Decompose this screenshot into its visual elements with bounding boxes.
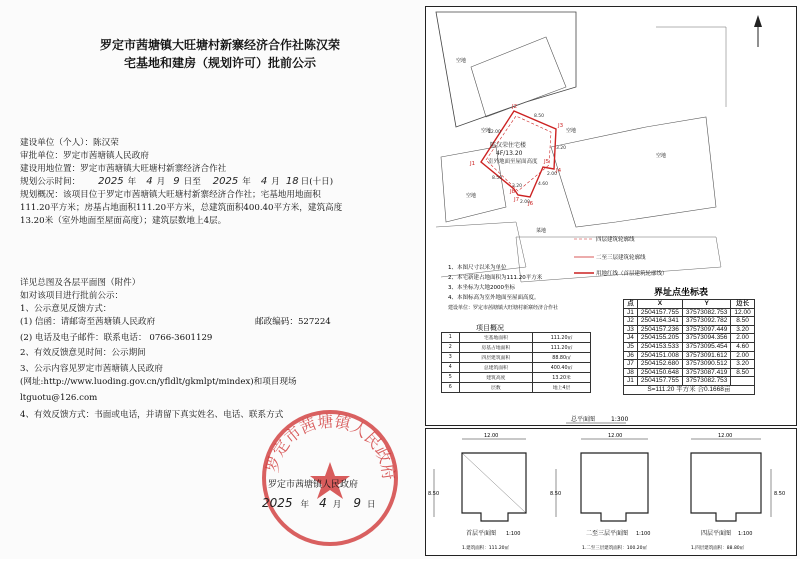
summary-cell: 1: [442, 333, 460, 343]
letter-method: (1) 信函：请邮寄至茜塘镇人民政府: [20, 317, 156, 327]
dimension-label: 4.60: [538, 182, 549, 187]
coord-header: Y: [682, 300, 731, 309]
overview-line3: 13.20米（室外地面至屋面高度）；建筑层数地上4层。: [20, 216, 227, 226]
coord-table-title: 界址点坐标表: [654, 288, 709, 298]
coord-cell: 2.00: [731, 351, 754, 360]
summary-cell: 层数: [459, 383, 533, 393]
feedback-intro: 如对该项目进行批前公示：: [20, 291, 124, 301]
coord-cell: 2504164.341: [637, 317, 682, 326]
coord-cell: 37573082.753: [682, 308, 731, 317]
coord-header: 点: [624, 300, 638, 309]
floor-plan-2: [550, 433, 650, 551]
start-year: 2025: [98, 176, 124, 187]
point-label: J7: [514, 197, 520, 203]
period-label: 规划公示时间：: [20, 177, 81, 187]
start-year-text: 年: [127, 177, 137, 187]
legend-item: 四层建筑轮廓线: [596, 237, 635, 243]
coord-cell: 37573090.512: [682, 360, 731, 369]
coord-cell: 2504153.533: [637, 342, 682, 351]
coord-cell: 37573091.612: [682, 351, 731, 360]
coord-cell: 37573095.454: [682, 342, 731, 351]
coord-cell: J6: [624, 351, 638, 360]
dimension-label: 2.00: [520, 200, 531, 205]
point-label: J1: [470, 161, 476, 167]
point-label: J3: [558, 123, 564, 129]
legend-item: 用地红线（首层建筑轮廓线）: [596, 271, 668, 277]
postcode: 邮政编码：527224: [255, 317, 331, 327]
floor-plan-3: [691, 433, 785, 551]
feedback-time: 2、有效反馈意见时间：公示期间: [20, 348, 146, 358]
road-label: 空地: [466, 193, 477, 199]
summary-title: 项目概况: [476, 324, 504, 332]
coord-cell: 8.50: [731, 317, 754, 326]
plan-area: 1.建筑面积：111.20㎡: [462, 546, 510, 551]
plan-name: 首层平面图: [466, 530, 497, 537]
note: 1、本图尺寸以米为单位: [448, 265, 507, 271]
start-day: 9: [173, 176, 180, 187]
summary-cell: 3: [442, 353, 460, 363]
coord-row: [624, 308, 755, 317]
coord-cell: 8.50: [731, 368, 754, 377]
summary-cell: 400.40㎡: [533, 363, 591, 373]
floors-label: 4F/13.20: [496, 150, 523, 157]
notice-title-line2: 宅基地和建房（规划许可）批前公示: [123, 56, 316, 70]
coord-cell: [731, 377, 754, 386]
summary-cell: 111.20㎡: [533, 343, 591, 353]
sign-day: 9: [353, 496, 362, 510]
floor-plan-1: [428, 433, 526, 551]
feedback-way: 4、有效反馈方式：书面或电话，并请留下真实姓名、电话、联系方式: [20, 410, 284, 420]
coord-row: [624, 377, 755, 386]
house-label: 陈汉荣住宅楼: [490, 142, 527, 149]
plan-depth: 8.50: [774, 491, 786, 497]
attachment-note: 详见总图及各层平面图（附件）: [20, 278, 141, 288]
coord-row: [624, 360, 755, 369]
coord-row: [624, 325, 755, 334]
coord-cell: 2.00: [731, 334, 754, 343]
plan-scale: 1:100: [636, 531, 651, 537]
floor-plans-drawing: [426, 429, 798, 557]
coord-cell: 37573082.753: [682, 377, 731, 386]
coord-row: [624, 351, 755, 360]
point-label: J8: [510, 189, 516, 195]
end-month: 4: [260, 176, 268, 187]
coord-cell: 2504157.236: [637, 325, 682, 334]
summary-cell: 房基占地面积: [459, 343, 533, 353]
summary-table: [441, 332, 591, 393]
plan-scale: 1:300: [611, 416, 629, 423]
site-plan: [425, 6, 797, 426]
end-year: 2025: [212, 176, 239, 187]
seal-text: 罗定市茜塘镇人民政府: [262, 411, 399, 482]
coord-cell: J2: [624, 317, 638, 326]
area-summary: S=111.20 平方米 合0.1668亩: [624, 385, 755, 394]
summary-cell: 宅基地面积: [459, 333, 533, 343]
email-address[interactable]: ltguotu@126.com: [20, 393, 98, 403]
plan-name: 二至三层平面图: [586, 530, 629, 537]
coord-cell: 37573097.449: [682, 325, 731, 334]
point-label: J4: [556, 168, 562, 174]
end-month-text: 月: [271, 177, 280, 187]
coord-cell: J8: [624, 368, 638, 377]
location: 建设用地位置：罗定市茜塘镇大旺塘村新寨经济合作社: [20, 164, 227, 174]
summary-cell: 4: [442, 363, 460, 373]
coord-cell: 2504157.755: [637, 377, 682, 386]
coord-cell: 37573094.356: [682, 334, 731, 343]
sign-month-text: 月: [332, 500, 342, 510]
start-month-text: 月: [156, 177, 166, 187]
publicity-period: [20, 176, 333, 188]
coord-header: X: [637, 300, 682, 309]
summary-row: [442, 333, 591, 343]
end-year-text: 年: [242, 177, 251, 187]
website-link[interactable]: (网址:http://www.luoding.gov.cn/yfldlt/gkmlpt/mindex)和项目现场: [20, 377, 297, 387]
summary-row: [442, 353, 591, 363]
dimension-label: 12.00: [488, 130, 501, 135]
official-seal: [255, 400, 405, 550]
point-label: J2: [512, 104, 518, 110]
coord-row: [624, 368, 755, 377]
plan-depth: 8.50: [550, 491, 562, 497]
north-arrow-head-icon: [754, 15, 762, 27]
phone-contact: (2) 电话及电子邮件：联系电话： 0766-3601129: [20, 333, 213, 343]
legend-item: 二至三层建筑轮廓线: [596, 255, 646, 261]
summary-cell: 总建筑面积: [459, 363, 533, 373]
road-label: 菜地: [536, 228, 547, 234]
overview-line2: 111.20平方米；房基占地面积111.20平方米，总建筑面积400.40平方米，建筑高度: [20, 203, 343, 213]
coord-table: [623, 299, 755, 395]
road-label: 空地: [456, 58, 467, 64]
summary-cell: 111.20㎡: [533, 333, 591, 343]
road-label: 空地: [656, 153, 667, 159]
plan-width: 12.00: [484, 433, 499, 439]
coord-cell: 12.00: [731, 308, 754, 317]
coord-row: [624, 342, 755, 351]
coord-cell: 2504150.648: [637, 368, 682, 377]
start-month: 4: [146, 176, 153, 187]
point-label: J5: [544, 159, 550, 165]
publicity-location: 3、公示内容见罗定市茜塘镇人民政府: [20, 364, 163, 374]
road-label: 空地: [566, 128, 577, 134]
summary-cell: 2: [442, 343, 460, 353]
coord-cell: 2504152.680: [637, 360, 682, 369]
end-day: 18: [285, 176, 299, 187]
coord-header: 边长: [731, 300, 754, 309]
floor-plans: [425, 428, 797, 556]
dimension-label: 2.00: [547, 172, 558, 177]
summary-cell: 13.20米: [533, 373, 591, 383]
summary-cell: 6: [442, 383, 460, 393]
start-day-text: 日至: [183, 177, 201, 187]
plan-scale: 1:100: [738, 531, 753, 537]
coord-row: [624, 334, 755, 343]
plan-depth: 8.50: [428, 491, 440, 497]
sign-date: [262, 498, 376, 511]
plan-area: 1.四层建筑面积：88.80㎡: [691, 546, 745, 551]
summary-cell: 四层建筑面积: [459, 353, 533, 363]
end-day-text: 日: [300, 177, 310, 187]
notice-title-line1: 罗定市茜塘镇大旺塘村新寨经济合作社陈汉荣: [99, 38, 340, 52]
sign-year-text: 年: [300, 500, 310, 510]
plan-area: 1.二至三层建筑面积：100.20㎡: [582, 546, 648, 551]
road-edge: [656, 27, 726, 107]
note: 4、本图标高为室外地面至屋面高度。: [448, 295, 540, 301]
coord-cell: 2504157.755: [637, 308, 682, 317]
plan-width: 12.00: [608, 433, 623, 439]
plan-title: 总平面图: [571, 416, 596, 423]
summary-row: [442, 343, 591, 353]
dimension-label: 8.50: [534, 114, 545, 119]
coord-cell: 4.60: [731, 342, 754, 351]
note: 3、本坐标为大地2000坐标: [448, 285, 515, 291]
coord-cell: J1: [624, 308, 638, 317]
neighbor-building: [471, 37, 566, 117]
overview-line1: 规划概况：该项目位于罗定市茜塘镇大旺塘村新寨经济合作社；宅基地用地面积: [20, 190, 321, 200]
approval-unit: 审批单位：罗定市茜塘镇人民政府: [20, 151, 149, 161]
coord-cell: J5: [624, 342, 638, 351]
sign-year: 2025: [262, 496, 293, 510]
plan-name: 四层平面图: [701, 530, 732, 537]
point-label: J6: [528, 201, 534, 207]
summary-row: [442, 383, 591, 393]
road-label: 空地: [481, 128, 492, 134]
plan-scale: 1:100: [506, 531, 521, 537]
summary-cell: 建筑高度: [459, 373, 533, 383]
sign-day-text: 日: [367, 500, 376, 510]
feedback-method-heading: 1、公示意见反馈方式：: [20, 304, 112, 314]
note: 建设单位：罗定市茜塘镇大旺塘村新寨经济合作社: [448, 305, 559, 311]
dimension-label: 3.20: [512, 184, 523, 189]
coord-cell: 2504155.205: [637, 334, 682, 343]
summary-row: [442, 373, 591, 383]
coord-cell: 37573087.419: [682, 368, 731, 377]
coord-cell: 2504151.008: [637, 351, 682, 360]
coord-cell: J4: [624, 334, 638, 343]
summary-row: [442, 363, 591, 373]
summary-cell: 地上4层: [533, 383, 591, 393]
plan-width: 12.00: [718, 433, 733, 439]
coord-cell: 3.20: [731, 325, 754, 334]
applicant: 建设单位（个人）：陈汉荣: [20, 138, 119, 148]
sign-month: 4: [319, 496, 327, 510]
coord-cell: 37573092.782: [682, 317, 731, 326]
dimension-label: 8.50: [492, 176, 503, 181]
summary-cell: 88.80㎡: [533, 353, 591, 363]
coord-cell: J7: [624, 360, 638, 369]
coord-cell: J1: [624, 377, 638, 386]
dimension-label: 3.20: [556, 146, 567, 151]
coord-cell: J3: [624, 325, 638, 334]
height-label: 室外地面至屋面高度: [488, 159, 538, 165]
coord-row: [624, 317, 755, 326]
period-note: (十日): [309, 177, 334, 187]
summary-cell: 5: [442, 373, 460, 383]
signer: 罗定市茜塘镇人民政府: [268, 480, 359, 490]
note: 2、本宅新建占地面积为111.20平方米: [448, 275, 543, 281]
coord-cell: 3.20: [731, 360, 754, 369]
